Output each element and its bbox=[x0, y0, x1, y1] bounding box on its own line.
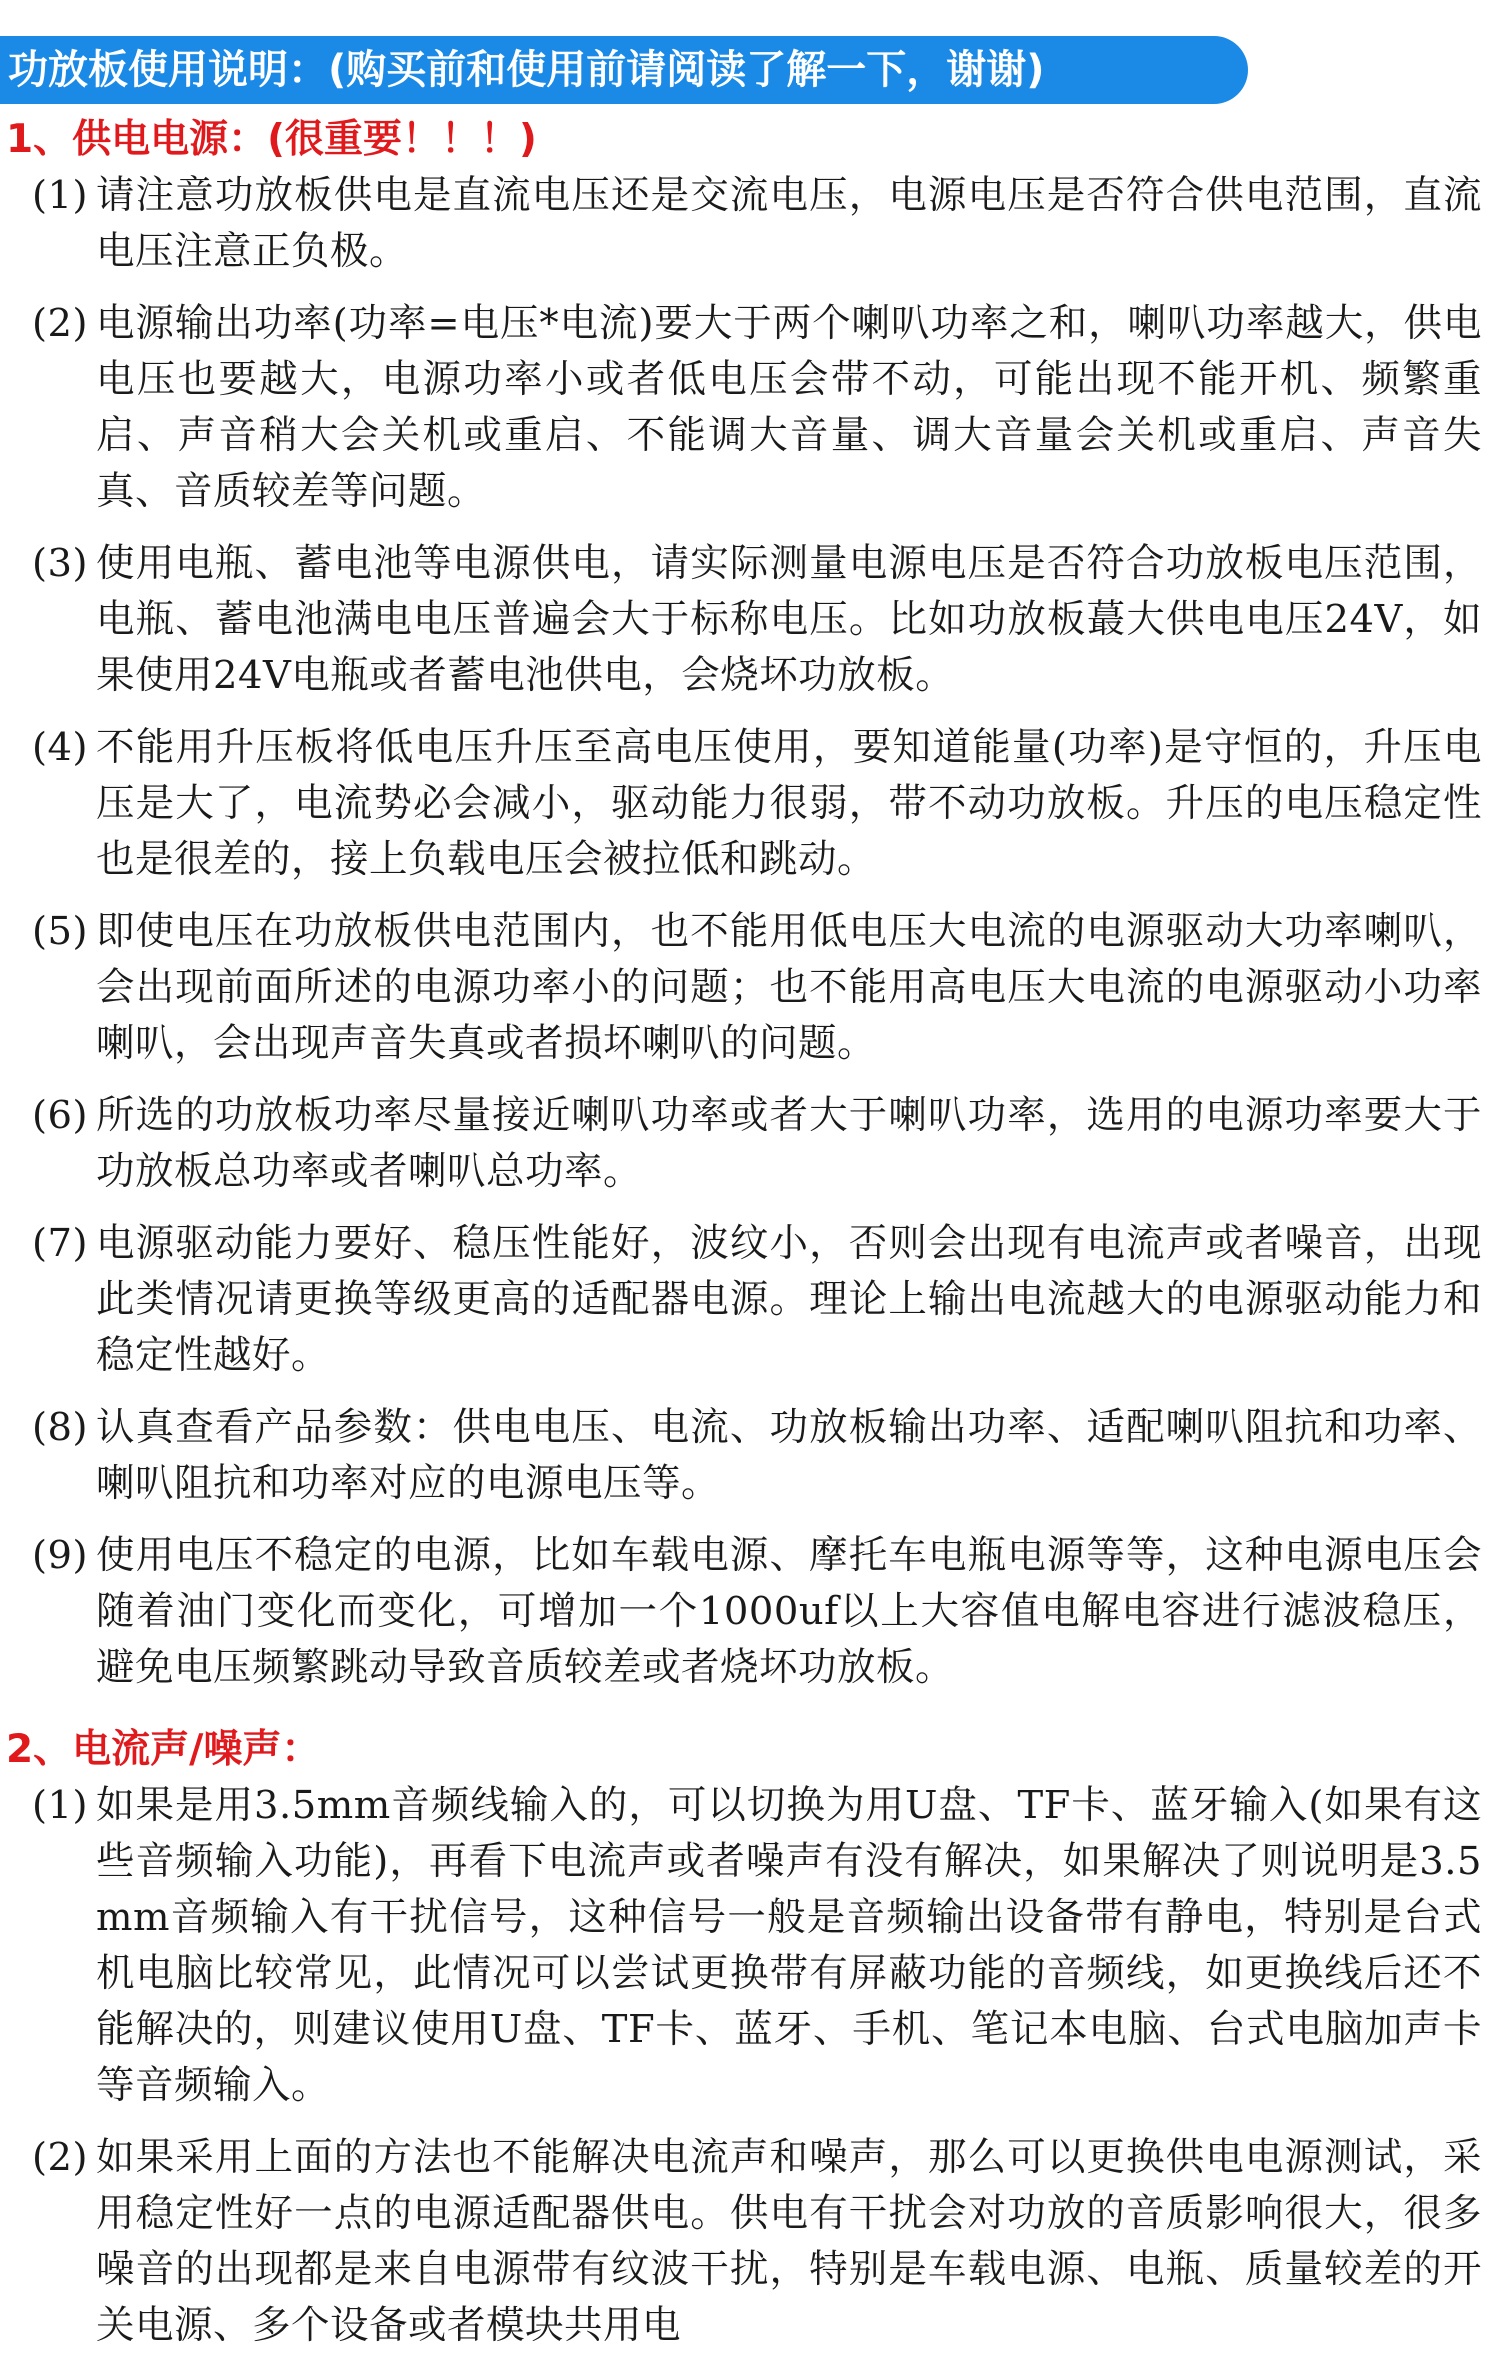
list-item bbox=[0, 2130, 1500, 2354]
list-item bbox=[0, 536, 1500, 704]
item-number: (3) bbox=[32, 541, 89, 586]
list-item bbox=[0, 1528, 1500, 1696]
section-power-supply bbox=[0, 112, 1500, 1696]
section-heading: 2、电流声/噪声： bbox=[6, 1727, 321, 1772]
item-number: (7) bbox=[32, 1221, 89, 1266]
item-number: (8) bbox=[32, 1405, 89, 1450]
page-title: 功放板使用说明：(购买前和使用前请阅读了解一下，谢谢) bbox=[8, 47, 1045, 93]
item-number: (4) bbox=[32, 725, 89, 770]
item-text: 请注意功放板供电是直流电压还是交流电压，电源电压是否符合供电范围，直流电压注意正负极。 bbox=[96, 173, 1482, 274]
list-item bbox=[0, 168, 1500, 280]
page-title-banner bbox=[0, 36, 1248, 104]
item-number: (6) bbox=[32, 1093, 89, 1138]
list-item bbox=[0, 1088, 1500, 1200]
section-heading: 1、供电电源：(很重要！！！) bbox=[6, 117, 537, 162]
item-text: 所选的功放板功率尽量接近喇叭功率或者大于喇叭功率，选用的电源功率要大于功放板总功率或者喇叭总功率。 bbox=[96, 1093, 1482, 1194]
item-text: 电源驱动能力要好、稳压性能好，波纹小，否则会出现有电流声或者噪音，出现此类情况请更换等级更高的适配器电源。理论上输出电流越大的电源驱动能力和稳定性越好。 bbox=[96, 1221, 1482, 1378]
item-number: (5) bbox=[32, 909, 89, 954]
item-text: 认真查看产品参数：供电电压、电流、功放板输出功率、适配喇叭阻抗和功率、喇叭阻抗和功率对应的电源电压等。 bbox=[96, 1405, 1482, 1506]
item-text: 即使电压在功放板供电范围内，也不能用低电压大电流的电源驱动大功率喇叭，会出现前面所述的电源功率小的问题；也不能用高电压大电流的电源驱动小功率喇叭，会出现声音失真或者损坏喇叭的问题。 bbox=[96, 909, 1482, 1066]
item-number: (2) bbox=[32, 301, 89, 346]
item-text: 使用电瓶、蓄电池等电源供电，请实际测量电源电压是否符合功放板电压范围，电瓶、蓄电池满电电压普遍会大于标称电压。比如功放板蕞大供电电压24V，如果使用24V电瓶或者蓄电池供电，会烧坏功放板。 bbox=[96, 541, 1482, 698]
item-text: 如果是用3.5mm音频线输入的，可以切换为用U盘、TF卡、蓝牙输入(如果有这些音频输入功能)，再看下电流声或者噪声有没有解决，如果解决了则说明是3.5mm音频输入有干扰信号，这种信号一般是音频输出设备带有静电，特别是台式机电脑比较常见，此情况可以尝试更换带有屏蔽功能的音频线，如更换线后还不能解决的，则建议使用U盘、TF卡、蓝牙、手机、笔记本电脑、台式电脑加声卡等音频输入。 bbox=[96, 1783, 1482, 2108]
item-text: 不能用升压板将低电压升压至高电压使用，要知道能量(功率)是守恒的，升压电压是大了，电流势必会减小，驱动能力很弱，带不动功放板。升压的电压稳定性也是很差的，接上负载电压会被拉低和跳动。 bbox=[96, 725, 1482, 882]
item-text: 如果采用上面的方法也不能解决电流声和噪声，那么可以更换供电电源测试，采用稳定性好一点的电源适配器供电。供电有干扰会对功放的音质影响很大，很多噪音的出现都是来自电源带有纹波干扰，特别是车载电源、电瓶、质量较差的开关电源、多个设备或者模块共用电 bbox=[96, 2135, 1482, 2348]
list-item bbox=[0, 1400, 1500, 1512]
section-noise bbox=[0, 1722, 1500, 2354]
item-number: (1) bbox=[32, 1783, 89, 1828]
list-item bbox=[0, 904, 1500, 1072]
list-item bbox=[0, 296, 1500, 520]
item-number: (9) bbox=[32, 1533, 89, 1578]
document-body bbox=[0, 112, 1500, 2370]
item-number: (1) bbox=[32, 173, 89, 218]
list-item bbox=[0, 720, 1500, 888]
item-number: (2) bbox=[32, 2135, 89, 2180]
list-item bbox=[0, 1216, 1500, 1384]
item-text: 电源输出功率(功率=电压*电流)要大于两个喇叭功率之和，喇叭功率越大，供电电压也要越大，电源功率小或者低电压会带不动，可能出现不能开机、频繁重启、声音稍大会关机或重启、不能调大音量、调大音量会关机或重启、声音失真、音质较差等问题。 bbox=[96, 301, 1482, 514]
list-item bbox=[0, 1778, 1500, 2114]
item-text: 使用电压不稳定的电源，比如车载电源、摩托车电瓶电源等等，这种电源电压会随着油门变化而变化，可增加一个1000uf以上大容值电解电容进行滤波稳压，避免电压频繁跳动导致音质较差或者烧坏功放板。 bbox=[96, 1533, 1482, 1690]
